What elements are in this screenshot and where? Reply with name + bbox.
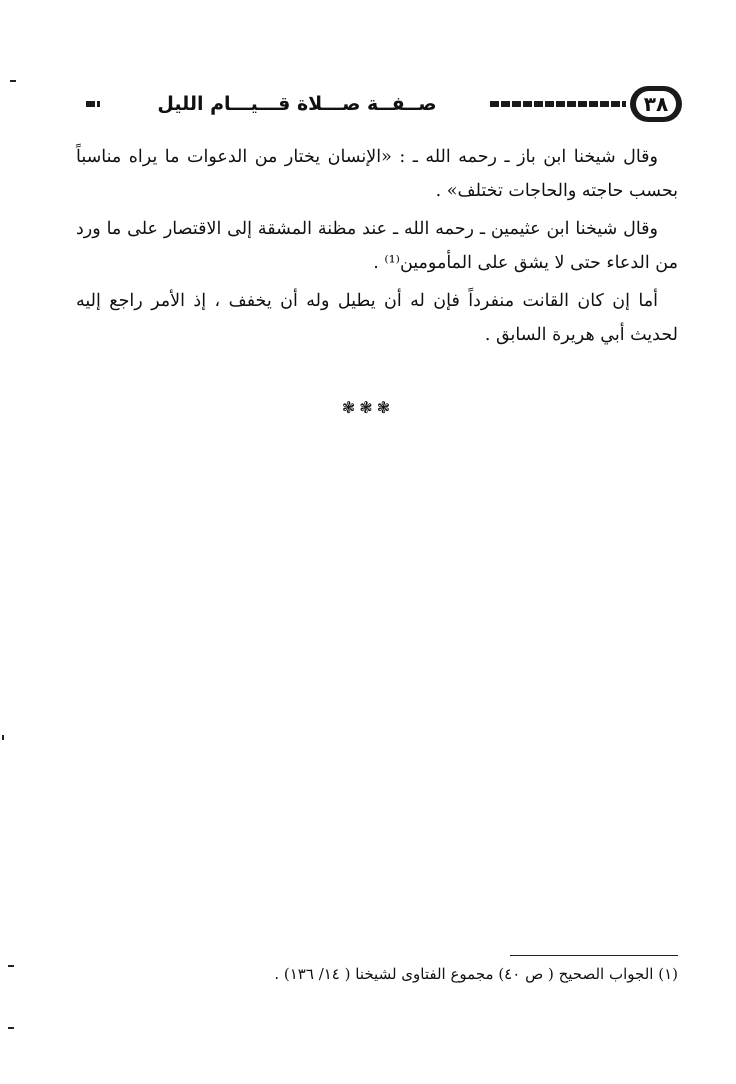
body-text bbox=[76, 140, 678, 356]
running-title: صــفــة صـــلاة قـــيـــام الليل bbox=[157, 93, 437, 115]
scan-mark bbox=[8, 965, 14, 967]
paragraph-munfarid: أما إن كان القانت منفرداً فإن له أن يطيل وله أن يخفف ، إذ الأمر راجع إليه لحديث أبي هريرة السابق . bbox=[76, 291, 678, 345]
section-separator: ❃❃❃ bbox=[341, 398, 395, 417]
page-number-badge bbox=[630, 86, 682, 122]
scan-mark bbox=[8, 1027, 14, 1029]
footnote: (١) الجواب الصحيح ( ص ٤٠) مجموع الفتاوى لشيخنا ( ١٤/ ١٣٦) . bbox=[274, 965, 678, 983]
page-number: ٣٨ bbox=[636, 91, 676, 117]
paragraph-ibn-baz: وقال شيخنا ابن باز ـ رحمه الله ـ : «الإنسان يختار من الدعوات ما يراه مناسباً بحسب حاجته والحاجات تختلف» . bbox=[76, 147, 678, 201]
footnote-rule bbox=[510, 955, 678, 956]
running-header bbox=[86, 84, 682, 128]
scan-mark bbox=[10, 80, 16, 82]
header-ornament-bar-right bbox=[490, 101, 626, 107]
header-ornament-bar-left bbox=[86, 101, 100, 107]
paragraph-ibn-uthaymin: وقال شيخنا ابن عثيمين ـ رحمه الله ـ عند مظنة المشقة إلى الاقتصار على ما ورد من الدعاء حتى لا يشق على المأمومين⁽¹⁾ . bbox=[76, 219, 678, 273]
scan-mark bbox=[2, 735, 4, 740]
